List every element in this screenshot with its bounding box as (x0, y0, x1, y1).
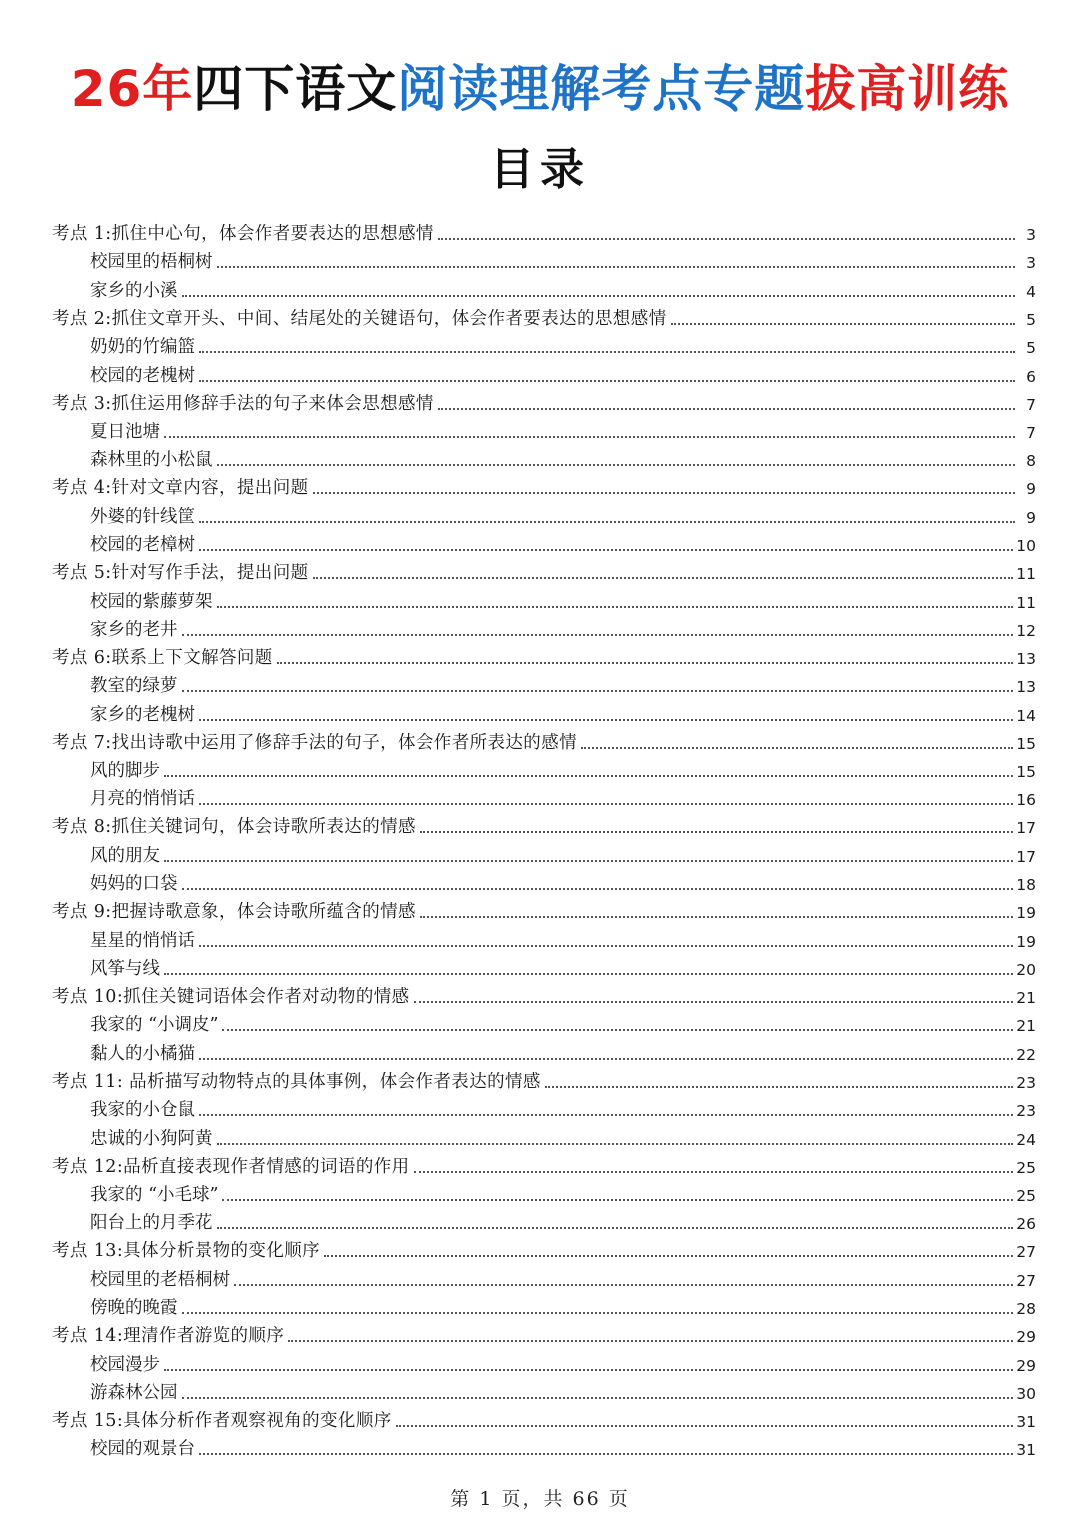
toc-entry-page-number: 6 (1026, 367, 1036, 386)
toc-entry-page-number: 25 (1016, 1158, 1036, 1177)
dot-leader (164, 775, 1013, 777)
toc-entry-label: 校园的老樟树 (90, 535, 195, 556)
dot-leader (217, 1227, 1014, 1229)
toc-section-entry[interactable] (52, 305, 1036, 333)
toc-entry-label: 考点 12:品析直接表现作者情感的词语的作用 (52, 1156, 410, 1177)
toc-heading: 目录 (490, 144, 590, 195)
toc-entry-label: 校园漫步 (90, 1354, 160, 1375)
toc-entry-page-number: 9 (1026, 480, 1036, 499)
toc-entry-label: 奶奶的竹编篮 (90, 337, 195, 358)
dot-leader (199, 1453, 1013, 1455)
toc-entry-label: 风的朋友 (90, 845, 160, 866)
toc-article-entry[interactable] (52, 248, 1036, 276)
toc-entry-label: 阳台上的月季花 (90, 1213, 213, 1234)
toc-article-entry[interactable] (52, 700, 1036, 728)
toc-entry-label: 考点 6:联系上下文解答问题 (52, 647, 273, 668)
toc-entry-page-number: 27 (1016, 1243, 1036, 1262)
toc-entry-label: 校园里的梧桐树 (90, 252, 213, 273)
toc-entry-page-number: 31 (1016, 1412, 1036, 1431)
toc-entry-page-number: 15 (1016, 763, 1036, 782)
dot-leader (217, 266, 1016, 268)
toc-section-entry[interactable] (52, 1153, 1036, 1181)
toc-entry-label: 考点 3:抓住运用修辞手法的句子来体会思想感情 (52, 393, 434, 414)
dot-leader (545, 1086, 1013, 1088)
toc-article-entry[interactable] (52, 785, 1036, 813)
dot-leader (199, 380, 1015, 382)
toc-article-entry[interactable] (52, 1096, 1036, 1124)
toc-section-entry[interactable] (52, 220, 1036, 248)
dot-leader (182, 1312, 1014, 1314)
toc-entry-label: 妈妈的口袋 (90, 874, 178, 895)
dot-leader (199, 351, 1015, 353)
toc-section-entry[interactable] (52, 644, 1036, 672)
dot-leader (182, 634, 1014, 636)
toc-article-entry[interactable] (52, 1124, 1036, 1152)
toc-entry-page-number: 27 (1016, 1271, 1036, 1290)
toc-entry-page-number: 28 (1016, 1300, 1036, 1319)
toc-entry-page-number: 7 (1026, 395, 1036, 414)
toc-entry-label: 校园里的老梧桐树 (90, 1269, 230, 1290)
dot-leader (217, 606, 1014, 608)
toc-entry-page-number: 24 (1016, 1130, 1036, 1149)
toc-article-entry[interactable] (52, 1435, 1036, 1463)
table-of-contents (52, 220, 1036, 1463)
dot-leader (414, 1001, 1014, 1003)
toc-entry-label: 我家的 “小毛球” (90, 1184, 219, 1205)
toc-section-entry[interactable] (52, 983, 1036, 1011)
toc-entry-page-number: 11 (1016, 593, 1036, 612)
dot-leader (222, 1029, 1013, 1031)
toc-article-entry[interactable] (52, 1039, 1036, 1067)
toc-section-entry[interactable] (52, 1322, 1036, 1350)
toc-article-entry[interactable] (52, 1379, 1036, 1407)
dot-leader (438, 238, 1015, 240)
dot-leader (420, 831, 1013, 833)
toc-entry-label: 家乡的小溪 (90, 280, 178, 301)
toc-article-entry[interactable] (52, 361, 1036, 389)
dot-leader (199, 549, 1013, 551)
dot-leader (324, 1255, 1013, 1257)
toc-article-entry[interactable] (52, 587, 1036, 615)
toc-article-entry[interactable] (52, 672, 1036, 700)
toc-entry-label: 考点 9:把握诗歌意象，体会诗歌所蕴含的情感 (52, 902, 416, 923)
toc-entry-page-number: 21 (1016, 1017, 1036, 1036)
toc-entry-page-number: 19 (1016, 932, 1036, 951)
toc-entry-label: 风筝与线 (90, 959, 160, 980)
toc-article-entry[interactable] (52, 757, 1036, 785)
toc-entry-page-number: 11 (1016, 565, 1036, 584)
toc-entry-label: 教室的绿萝 (90, 676, 178, 697)
toc-entry-page-number: 5 (1026, 310, 1036, 329)
toc-entry-page-number: 15 (1016, 734, 1036, 753)
toc-entry-page-number: 10 (1016, 537, 1036, 556)
toc-entry-page-number: 25 (1016, 1186, 1036, 1205)
toc-entry-label: 考点 5:针对写作手法，提出问题 (52, 563, 309, 584)
toc-article-entry[interactable] (52, 616, 1036, 644)
dot-leader (217, 464, 1016, 466)
dot-leader (182, 888, 1014, 890)
dot-leader (414, 1171, 1014, 1173)
dot-leader (164, 436, 1015, 438)
toc-entry-label: 夏日池塘 (90, 421, 160, 442)
toc-article-entry[interactable] (52, 870, 1036, 898)
toc-section-entry[interactable] (52, 390, 1036, 418)
toc-entry-page-number: 23 (1016, 1102, 1036, 1121)
dot-leader (199, 803, 1013, 805)
toc-entry-page-number: 19 (1016, 904, 1036, 923)
toc-entry-label: 考点 13:具体分析景物的变化顺序 (52, 1241, 321, 1262)
toc-entry-label: 校园的老槐树 (90, 365, 195, 386)
toc-entry-label: 考点 14:理清作者游览的顺序 (52, 1326, 285, 1347)
toc-entry-page-number: 14 (1016, 706, 1036, 725)
dot-leader (313, 492, 1016, 494)
toc-article-entry[interactable] (52, 502, 1036, 530)
toc-entry-page-number: 9 (1026, 508, 1036, 527)
toc-entry-label: 考点 1:抓住中心句，体会作者要表达的思想感情 (52, 224, 434, 244)
toc-entry-label: 黏人的小橘猫 (90, 1043, 195, 1064)
dot-leader (199, 521, 1015, 523)
dot-leader (182, 1397, 1014, 1399)
toc-entry-page-number: 4 (1026, 282, 1036, 301)
toc-entry-page-number: 23 (1016, 1073, 1036, 1092)
toc-entry-label: 星星的悄悄话 (90, 930, 195, 951)
title-part-topic: 阅读理解考点专题 (397, 60, 806, 118)
toc-entry-page-number: 12 (1016, 621, 1036, 640)
dot-leader (164, 973, 1013, 975)
toc-entry-page-number: 17 (1016, 847, 1036, 866)
toc-section-entry[interactable] (52, 1237, 1036, 1265)
toc-entry-page-number: 21 (1016, 989, 1036, 1008)
toc-entry-page-number: 3 (1026, 226, 1036, 244)
toc-section-entry[interactable] (52, 729, 1036, 757)
dot-leader (199, 945, 1013, 947)
toc-article-entry[interactable] (52, 841, 1036, 869)
dot-leader (420, 916, 1013, 918)
toc-article-entry[interactable] (52, 955, 1036, 983)
toc-entry-page-number: 13 (1016, 649, 1036, 668)
toc-article-entry[interactable] (52, 1011, 1036, 1039)
toc-entry-label: 考点 4:针对文章内容，提出问题 (52, 478, 309, 499)
toc-entry-page-number: 20 (1016, 961, 1036, 980)
toc-section-entry[interactable] (52, 559, 1036, 587)
toc-article-entry[interactable] (52, 1350, 1036, 1378)
toc-entry-label: 考点 11: 品析描写动物特点的具体事例，体会作者表达的情感 (52, 1071, 541, 1092)
toc-entry-label: 家乡的老槐树 (90, 704, 195, 725)
toc-article-entry[interactable] (52, 446, 1036, 474)
dot-leader (277, 662, 1014, 664)
dot-leader (581, 747, 1013, 749)
toc-article-entry[interactable] (52, 531, 1036, 559)
dot-leader (182, 690, 1014, 692)
toc-section-entry[interactable] (52, 898, 1036, 926)
title-part-grade: 四下语文 (193, 60, 398, 118)
toc-entry-page-number: 22 (1016, 1045, 1036, 1064)
toc-entry-label: 考点 15:具体分析作者观察视角的变化顺序 (52, 1410, 392, 1431)
toc-section-entry[interactable] (52, 1407, 1036, 1435)
dot-leader (199, 1058, 1013, 1060)
toc-entry-label: 外婆的针线筐 (90, 506, 195, 527)
toc-entry-label: 考点 8:抓住关键词句，体会诗歌所表达的情感 (52, 817, 416, 838)
dot-leader (222, 1199, 1013, 1201)
toc-article-entry[interactable] (52, 333, 1036, 361)
toc-article-entry[interactable] (52, 1294, 1036, 1322)
toc-entry-page-number: 29 (1016, 1356, 1036, 1375)
document-title (0, 52, 1080, 126)
toc-entry-page-number: 13 (1016, 678, 1036, 697)
toc-entry-page-number: 31 (1016, 1441, 1036, 1460)
toc-entry-page-number: 17 (1016, 819, 1036, 838)
toc-article-entry[interactable] (52, 1181, 1036, 1209)
toc-entry-page-number: 5 (1026, 339, 1036, 358)
toc-entry-label: 忠诚的小狗阿黄 (90, 1128, 213, 1149)
toc-entry-page-number: 7 (1026, 423, 1036, 442)
toc-entry-label: 校园的紫藤萝架 (90, 591, 213, 612)
dot-leader (438, 408, 1015, 410)
dot-leader (217, 1143, 1014, 1145)
title-part-training: 拔高训练 (805, 60, 1010, 118)
toc-entry-label: 我家的 “小调皮” (90, 1015, 219, 1036)
toc-article-entry[interactable] (52, 418, 1036, 446)
dot-leader (199, 1114, 1013, 1116)
toc-section-entry[interactable] (52, 474, 1036, 502)
toc-article-entry[interactable] (52, 1265, 1036, 1293)
dot-leader (396, 1425, 1014, 1427)
toc-section-entry[interactable] (52, 813, 1036, 841)
toc-entry-page-number: 16 (1016, 791, 1036, 810)
toc-entry-page-number: 8 (1026, 452, 1036, 471)
toc-entry-label: 考点 7:找出诗歌中运用了修辞手法的句子，体会作者所表达的感情 (52, 732, 577, 753)
toc-entry-label: 我家的小仓鼠 (90, 1100, 195, 1121)
dot-leader (313, 577, 1014, 579)
toc-entry-label: 校园的观景台 (90, 1439, 195, 1460)
dot-leader (164, 1369, 1013, 1371)
toc-article-entry[interactable] (52, 926, 1036, 954)
toc-entry-label: 森林里的小松鼠 (90, 450, 213, 471)
toc-entry-label: 风的脚步 (90, 761, 160, 782)
toc-entry-page-number: 3 (1026, 254, 1036, 273)
dot-leader (182, 295, 1016, 297)
dot-leader (164, 860, 1013, 862)
dot-leader (234, 1284, 1013, 1286)
title-part-year: 26年 (70, 60, 194, 118)
toc-entry-page-number: 30 (1016, 1384, 1036, 1403)
toc-article-entry[interactable] (52, 1209, 1036, 1237)
dot-leader (671, 323, 1016, 325)
toc-entry-page-number: 18 (1016, 876, 1036, 895)
toc-entry-label: 考点 10:抓住关键词语体会作者对动物的情感 (52, 987, 410, 1008)
toc-entry-label: 傍晚的晚霞 (90, 1298, 178, 1319)
toc-entry-label: 考点 2:抓住文章开头、中间、结尾处的关键语句，体会作者要表达的思想感情 (52, 308, 667, 329)
toc-entry-page-number: 29 (1016, 1328, 1036, 1347)
toc-entry-label: 家乡的老井 (90, 619, 178, 640)
dot-leader (288, 1340, 1013, 1342)
toc-article-entry[interactable] (52, 276, 1036, 304)
toc-entry-label: 游森林公园 (90, 1382, 178, 1403)
page-footer: 第 1 页，共 66 页 (450, 1488, 630, 1510)
toc-section-entry[interactable] (52, 1068, 1036, 1096)
toc-entry-page-number: 26 (1016, 1215, 1036, 1234)
toc-entry-label: 月亮的悄悄话 (90, 789, 195, 810)
dot-leader (199, 719, 1013, 721)
